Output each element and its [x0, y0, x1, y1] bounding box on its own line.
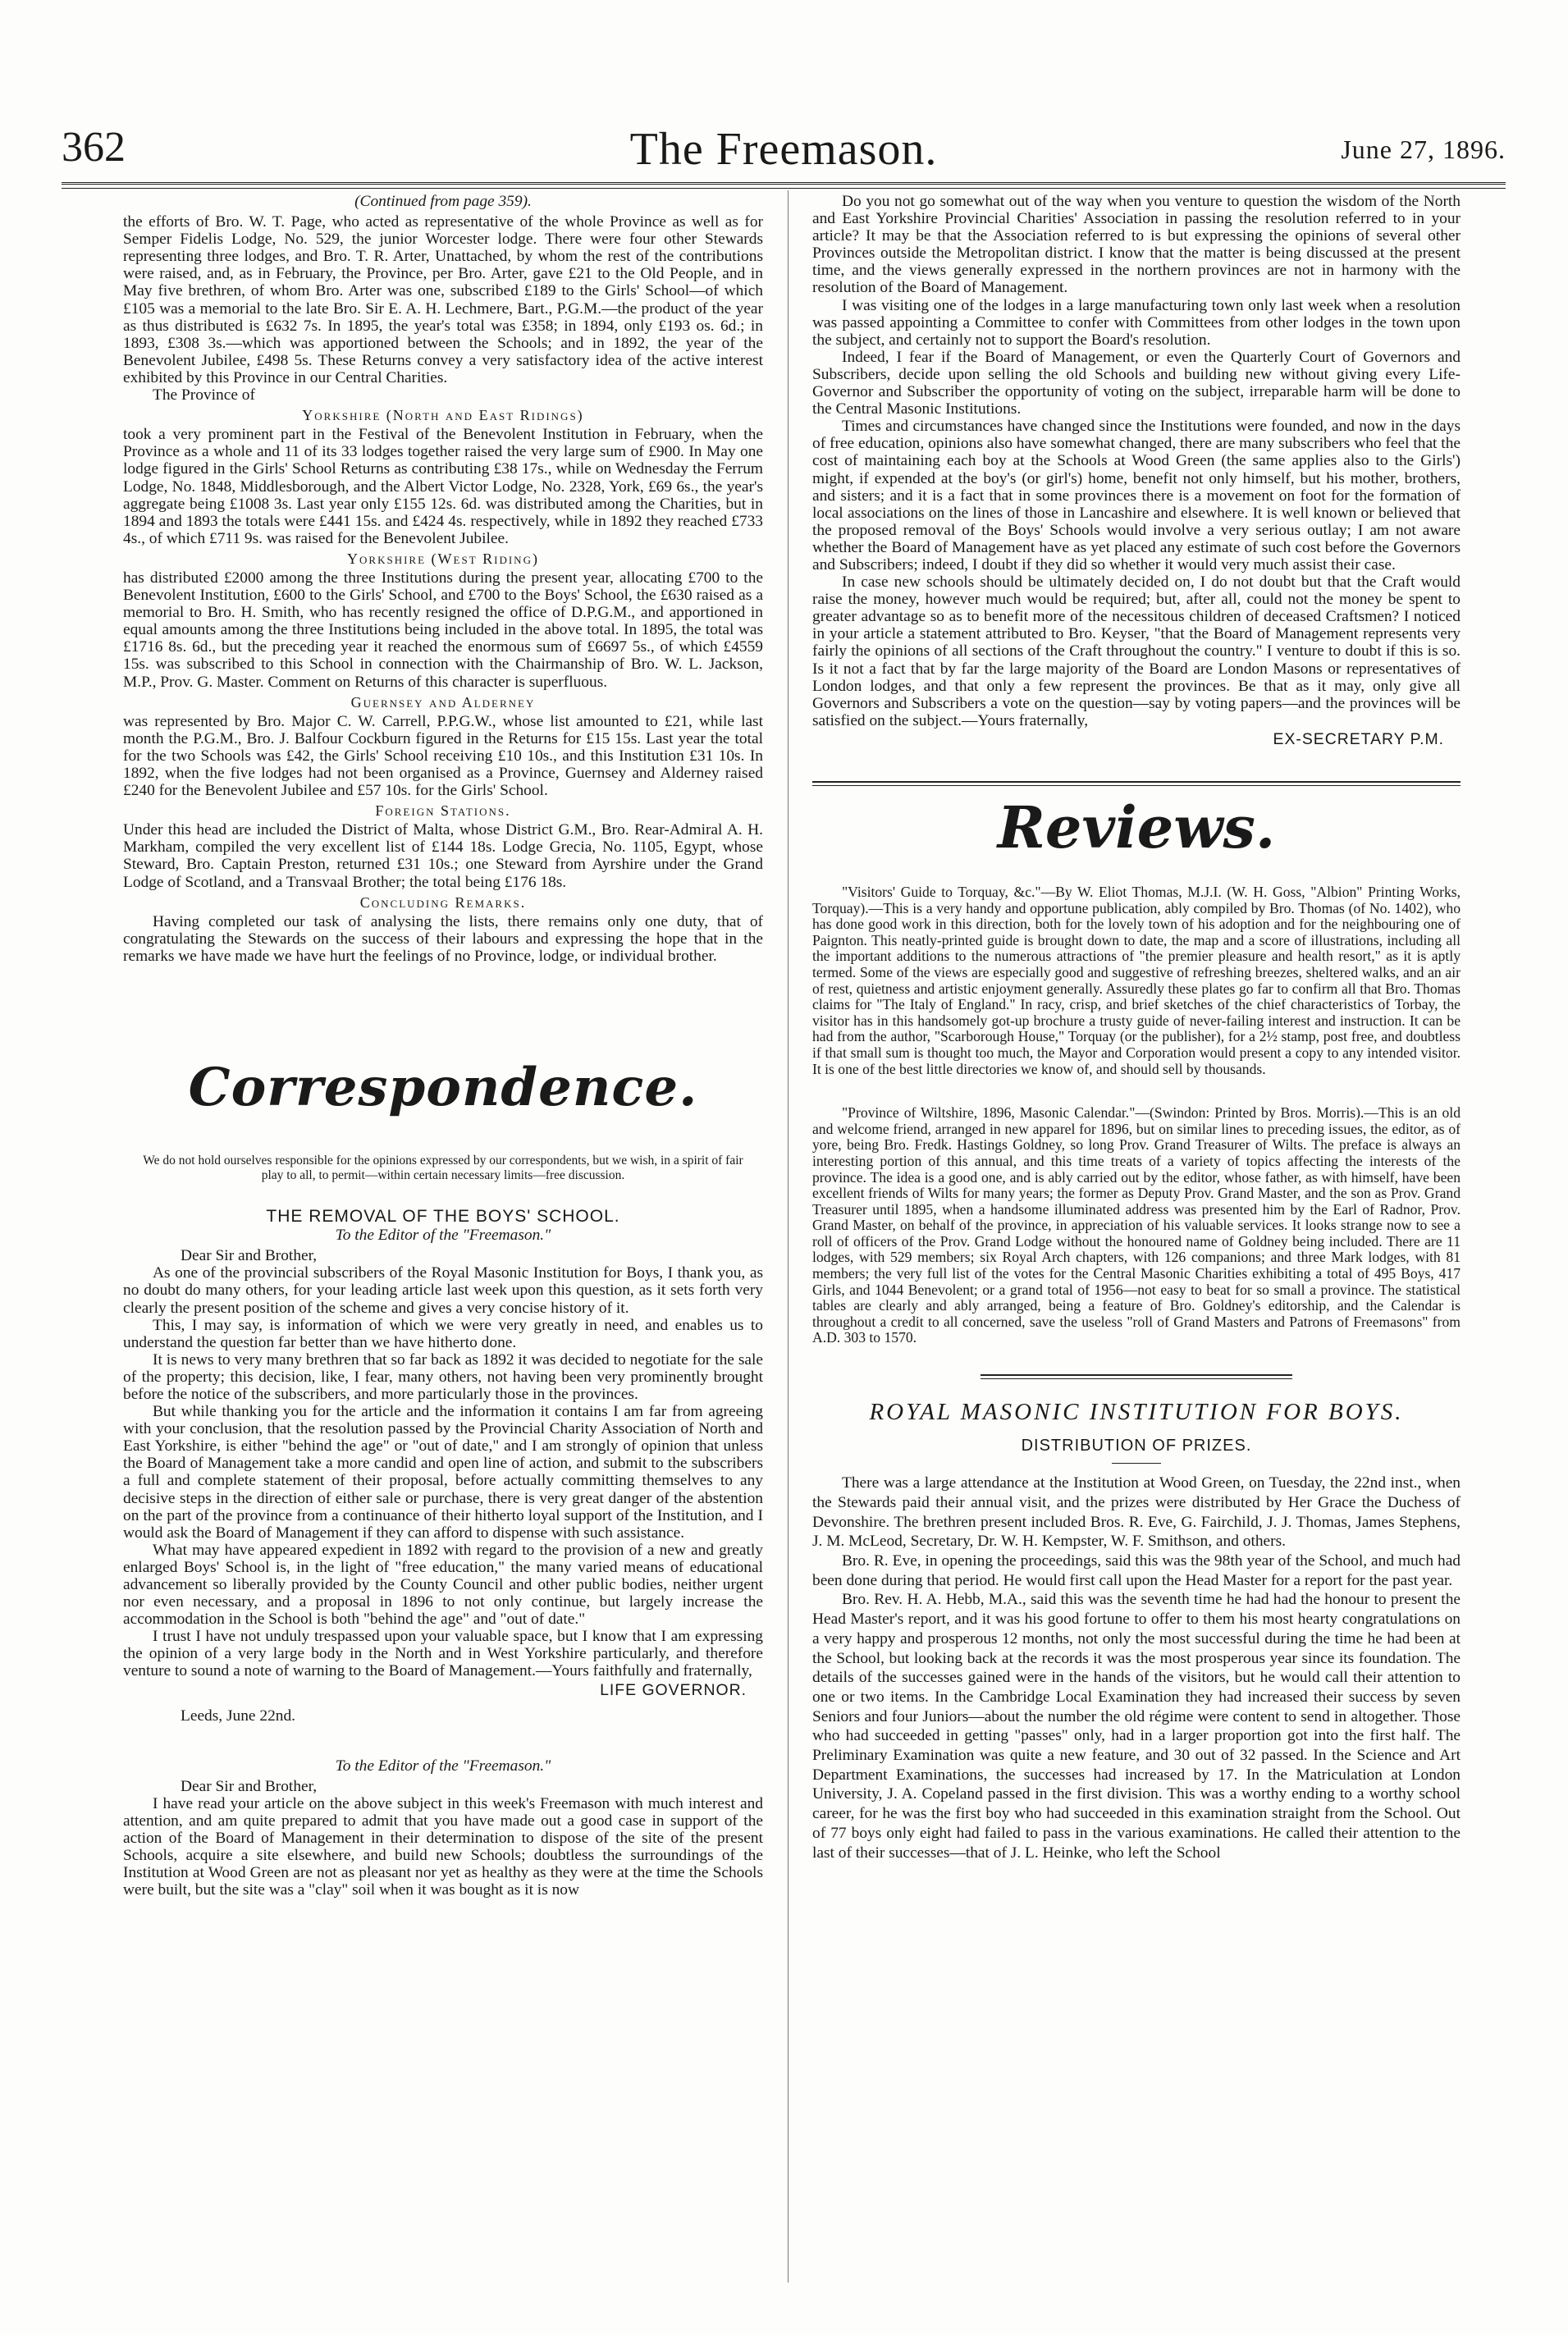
paragraph: But while thanking you for the article and the information it contains I am far from agreeing with your conclusion, that the resolution passed by the Provincial Charity Association of North and East Yorkshire, is either "behind the age" or "out of date," and I am strongly of opinion that unless the Board of Management take a more candid and open line of action, and submit to the subscribers a full and complete statement of their proposal, before actually committing themselves to any decisive steps in the direction of either sale or purchase, there is very great danger of the abstention on the part of the province from a continuance of their hitherto loyal support of the Institution, and I would ask the Board of Management if they can afford to dispense with such assistance. [123, 1403, 763, 1542]
article-subheading: DISTRIBUTION OF PRIZES. [1021, 1437, 1252, 1455]
letter-signature: LIFE GOVERNOR. [600, 1680, 747, 1699]
paragraph: was represented by Bro. Major C. W. Carrell, P.P.G.W., whose list amounted to £21, while last month the P.G.M., Bro. J. Balfour Cockburn figured in the Returns for £15 15s. Last year the total for the two Schools was £42, the Girls' School receiving £10 10s., and this Institution £31 10s. In 1892, when the five lodges had not been organised as a Province, Guernsey and Alderney raised £240 for the Benevolent Jubilee and £57 10s. for the Girls' School. [123, 712, 763, 800]
mini-rule [1112, 1463, 1161, 1464]
subheading-guernsey: Guernsey and Alderney [350, 693, 536, 711]
subheading-yorkshire-ne: Yorkshire (North and East Ridings) [302, 407, 584, 424]
paragraph: I trust I have not unduly trespassed upon your valuable space, but I know that I am expressing the opinion of a very large body in the North and in West Yorkshire particularly, and therefore venture to sound a note of warning to the Board of Management.—Yours faithfully and fraternally, [123, 1628, 763, 1680]
paragraph: There was a large attendance at the Institution at Wood Green, on Tuesday, the 22nd inst., when the Stewards paid their annual visit, and the prizes were distributed by Her Grace the Duchess of Devonshire. The brethren present included Bros. R. Eve, G. Fairchild, J. J. Thomas, James Stephens, J. M. McLeod, Secretary, Dr. W. H. Kempster, W. F. Smithson, and others. [812, 1474, 1461, 1551]
letter-heading: THE REMOVAL OF THE BOYS' SCHOOL. [266, 1207, 620, 1227]
article-body [812, 1474, 1461, 1862]
letter-place-date: Leeds, June 22nd. [181, 1707, 296, 1725]
publication-title: The Freemason. [629, 124, 938, 175]
left-column [123, 193, 763, 1899]
reviews-heading: Reviews. [997, 793, 1276, 861]
letter-addressee: To the Editor of the "Freemason." [335, 1227, 551, 1245]
section-rule [981, 1374, 1292, 1379]
review-item: "Province of Wiltshire, 1896, Masonic Calendar."—(Swindon: Printed by Bros. Morris).—This is an old and welcome friend, arranged in new apparel for 1896, but on similar lines to preceding issues, the editor, as of yore, being Bro. Fredk. Hastings Goldney, so long Prov. Grand Treasurer of Wilts. The preface is always an interesting portion of this annual, and this time treats of a variety of topics affecting the interests of the province. The idea is a good one, and is ably carried out by the editor, whose father, as with himself, have been excellent friends of Wilts for many years; the former as Deputy Prov. Grand Master, and the son as Prov. Grand Treasurer until 1895, when a handsome illuminated address was presented him by the Earl of Radnor, Prov. Grand Master, on behalf of the province, in appreciation of his valuable services. It looks strange now to see a roll of officers of the Prov. Grand Lodge without the honoured name of Goldney being included. There are 11 lodges, with 529 members; six Royal Arch chapters, with 126 companions; and three Mark lodges, with 81 members; the very full list of the votes for the Central Masonic Charities exhibiting a total of 495 Boys, 417 Girls, and 1044 Benevolent; or a grand total of 1956—not easy to beat for so small a province. The statistical tables are clearly and ably arranged, being a feature of Bro. Goldney's editorship, and the Calendar is throughout a credit to all concerned, save the useless "roll of Grand Masters and Patrons of Freemasons" from A.D. 303 to 1570. [812, 1104, 1461, 1346]
masthead-rule [62, 182, 1506, 189]
page-number: 362 [62, 124, 126, 171]
paragraph: In case new schools should be ultimately decided on, I do not doubt but that the Craft would raise the money, however much would be required; but, after all, could not the money be spent to greater advantage so as to benefit more of the necessitous children of deceased Craftsmen? I noticed in your article a statement attributed to Bro. Keyser, "that the Board of Management represents very fairly the opinions of all sections of the Craft throughout the country." I venture to doubt if this is so. Is it not a fact that by far the large majority of the Board are London Masons or representatives of London lodges, and that only a few represent the provinces. Be that as it may, only give all Governors and Subscribers a vote on the question—say by voting papers—and the provinces will be satisfied on the subject.—Yours fraternally, [812, 573, 1461, 729]
paragraph: Bro. R. Eve, in opening the proceedings, said this was the 98th year of the School, and much had been done during that period. He would first call upon the Head Master for a report for the past year. [812, 1552, 1461, 1589]
letter-signature: EX-SECRETARY P.M. [1273, 729, 1444, 748]
section-rule [812, 781, 1461, 786]
paragraph: As one of the provincial subscribers of the Royal Masonic Institution for Boys, I thank you, as no doubt do many others, for your leading article last week upon this question, as it sets forth very clearly the present position of the scheme and gives a very concise history of it. [123, 1264, 763, 1317]
article-heading: ROYAL MASONIC INSTITUTION FOR BOYS. [869, 1399, 1404, 1426]
right-column [812, 193, 1461, 1862]
salutation: Dear Sir and Brother, [181, 1777, 318, 1795]
paragraph: Indeed, I fear if the Board of Management, or even the Quarterly Court of Governors and Subscribers, decide upon selling the old Schools and building new without giving every Life-Governor and Subscriber the opportunity of voting on the subject, irreparable harm will be done to the Central Masonic Institutions. [812, 348, 1461, 418]
column-divider [788, 190, 789, 2282]
letter-addressee: To the Editor of the "Freemason." [335, 1757, 551, 1775]
salutation: Dear Sir and Brother, [181, 1247, 318, 1265]
paragraph: I have read your article on the above subject in this week's Freemason with much interest and attention, and am quite prepared to admit that you have made out a good case in support of the action of the Board of Management in their determination to dispose of the site of the present Schools, acquire a site elsewhere, and build new Schools; doubtless the surroundings of the Institution at Wood Green are not as pleasant nor yet as healthy as they were at the time the Schools were built, but the site was a "clay" soil when it was bought as it is now [123, 1794, 763, 1899]
paragraph: Do you not go somewhat out of the way when you venture to question the wisdom of the North and East Yorkshire Provincial Charities' Association in passing the resolution referred to in your article? It may be that the Association referred to is but expressing the opinions of several other Provinces outside the Metropolitan district. I know that the matter is being discussed at the present time, and the views generally expressed in the northern provinces are not in harmony with the resolution of the Board of Management. [812, 193, 1461, 297]
review-item: "Visitors' Guide to Torquay, &c."—By W. Eliot Thomas, M.J.I. (W. H. Goss, "Albion" Printing Works, Torquay).—This is a very handy and opportune publication, ably compiled by Bro. Thomas (of No. 1402), who has done good work in this direction, both for the lovely town of his adoption and for the neighbouring one of Paignton. This neatly-printed guide is brought down to date, the map and a score of illustrations, including all the important additions to the numerous attractions of "the premier pleasure and health resort," as it is aptly termed. Some of the views are especially good and suggestive of refreshing breezes, sheltered walks, and an air of rest, quietness and artistic enjoyment generally. Assuredly these plates go far to confirm all that Bro. Thomas claims for "The Italy of England." In racy, crisp, and brief sketches of the chief characteristics of Torbay, the visitor has in this handsomely got-up brochure a trusty guide of never-failing interest and instruction. It can be had from the author, "Scarborough House," Torquay (or the publisher), for a 2½ stamp, post free, and doubtless if that small sum is thought too much, the Mayor and Corporation would present a copy to any intended visitor. It is one of the best little directories we know of, and should sell by thousands. [812, 884, 1461, 1077]
issue-date: June 27, 1896. [1341, 135, 1506, 164]
paragraph: Bro. Rev. H. A. Hebb, M.A., said this was the seventh time he had had the honour to present the Head Master's report, and it was his good fortune to offer to them his most hearty congratulations on a very happy and prosperous 12 months, not only the most successful during the time he had been at the School, but looking back at the records it was the most prosperous year since its foundation. The details of the successes gained were in the hands of the visitors, but he would call their attention to one or two items. In the Cambridge Local Examination they had increased their success by seven Seniors and four Juniors—about the number the old régime were content to send in altogether. Those who had succeeded in getting "passes" only, had in a larger proportion got into the first half. The Preliminary Examination was quite a new feature, and 30 out of 32 passed. In the Science and Art Department Examinations, the successes had increased by 17. In the Matriculation at London University, J. A. Copeland passed in the first division. This was a worthy ending to a worthy school career, for he was the first boy who had succeeded in this examination straight from the School. Out of 77 boys only eight had failed to pass in the various examinations. He called their attention to the last of their successes—that of J. L. Heinke, who left the School [812, 1591, 1461, 1862]
paragraph: I was visiting one of the lodges in a large manufacturing town only last week when a resolution was passed appointing a Committee to confer with Committees from other lodges in the town upon the subject, and certainly not to support the Board's resolution. [812, 296, 1461, 349]
paragraph: It is news to very many brethren that so far back as 1892 it was decided to negotiate for the sale of the property; this decision, like, I fear, many others, not having been very prominently brought before the notice of the subscribers, and more particularly those in the provinces. [123, 1350, 763, 1403]
correspondence-heading: Correspondence. [188, 1057, 698, 1119]
paragraph-lead: The Province of [153, 386, 255, 404]
paragraph: has distributed £2000 among the three Institutions during the present year, allocating £700 to the Benevolent Institution, £600 to the Girls' School, and £700 to the Boys' School, the £630 raised as a memorial to Bro. H. Smith, who has recently resigned the office of D.P.G.M., and apportioned in equal amounts among the three Institutions being included in the above total. In 1895, the total was £1716 8s. 6d., but the preceding year it reached the enormous sum of £6697 5s., of which £4559 15s. was subscribed to this School in connection with the Chairmanship of Bro. W. L. Jackson, M.P., Prov. G. Master. Comment on Returns of this character is superfluous. [123, 569, 763, 691]
paragraph: Times and circumstances have changed since the Institutions were founded, and now in the days of free education, opinions also have somewhat changed, there are many subscribers who feel that the cost of maintaining each boy at the Schools at Wood Green (the same applies also to the Girls') might, if expended at the boy's (or girl's) home, benefit not only himself, but his mother, brothers, and sisters; and it is a fact that in some provinces there is a movement on foot for the formation of local associations on the lines of those in Lancashire and elsewhere. It is well known or believed that the proposed removal of the Boys' Schools would involve a very serious outlay; I am not aware whether the Board of Management have as yet placed any estimate of such cost before the Governors and Subscribers; indeed, I doubt if they did so whether it would very much assist their case. [812, 418, 1461, 573]
subheading-concluding: Concluding Remarks. [359, 893, 527, 911]
paragraph: took a very prominent part in the Festival of the Benevolent Institution in February, when the Province as a whole and 11 of its 33 lodges together raised the very large sum of £900. In May one lodge figured in the Girls' School Returns as contributing £38 17s., while on Wednesday the Ferrum Lodge, No. 1848, Middlesborough, and the Albert Victor Lodge, No. 2328, York, £69 6s., the year's aggregate being £1008 3s. Last year only £155 12s. 6d. was distributed among the Charities, but in 1894 and 1893 the totals were £441 15s. and £424 4s. respectively, while in 1892 they reached £733 4s., of which £711 9s. was raised for the Benevolent Jubilee. [123, 426, 763, 547]
paragraph: Under this head are included the District of Malta, whose District G.M., Bro. Rear-Admiral A. H. Markham, compiled the very excellent list of £144 18s. Lodge Grecia, No. 1105, Egypt, whose Steward, Bro. Captain Preston, returned £31 10s.; one Steward from Ayrshire under the Grand Lodge of Scotland, and a Transvaal Brother; the total being £176 18s. [123, 821, 763, 891]
paragraph: the efforts of Bro. W. T. Page, who acted as representative of the whole Province as well as for Semper Fidelis Lodge, No. 529, the junior Worcester lodge. There were four other Stewards representing three lodges, and Bro. T. R. Arter, Unattached, by whom the rest of the contributions were raised, and, as in February, the Province, per Bro. Arter, gave £21 to the Old People, and in May five brethren, of whom Bro. Arter was one, subscribed £189 to the Girls' School—of which £105 was a memorial to the late Bro. Sir E. A. H. Lechmere, Bart., P.G.M.—the product of the year as thus distributed is £632 7s. In 1895, the year's total was £358; in 1894, only £193 os. 6d.; in 1893, £308 3s.—which was apportioned between the Schools; and in 1892, the year of the Benevolent Jubilee, £498 5s. These Returns convey a very satisfactory idea of the active interest exhibited by this Province in our Central Charities. [123, 213, 763, 386]
editorial-disclaimer: We do not hold ourselves responsible for the opinions expressed by our correspondents, but we wish, in a spirit of fair play to all, to permit—within certain necessary limits—free discussion. [143, 1154, 743, 1183]
continued-note: (Continued from page 359). [354, 193, 532, 210]
subheading-yorkshire-w: Yorkshire (West Riding) [347, 550, 539, 567]
paragraph: This, I may say, is information of which we were very greatly in need, and enables us to understand the question far better than we have hitherto done. [123, 1316, 763, 1351]
paragraph: Having completed our task of analysing the lists, there remains only one duty, that of congratulating the Stewards on the success of their labours and expressing the hope that in the remarks we have made we have hurt the feelings of no Province, lodge, or individual brother. [123, 912, 763, 965]
paragraph: What may have appeared expedient in 1892 with regard to the provision of a new and greatly enlarged Boys' School is, in the light of "free education," the many varied means of educational advancement so liberally provided by the County Council and other public bodies, neither urgent nor even necessary, and a proposal in 1896 to not only continue, but largely increase the accommodation in the School is both "behind the age" and "out of date." [123, 1541, 763, 1629]
masthead [62, 123, 1506, 180]
subheading-foreign: Foreign Stations. [375, 802, 511, 820]
